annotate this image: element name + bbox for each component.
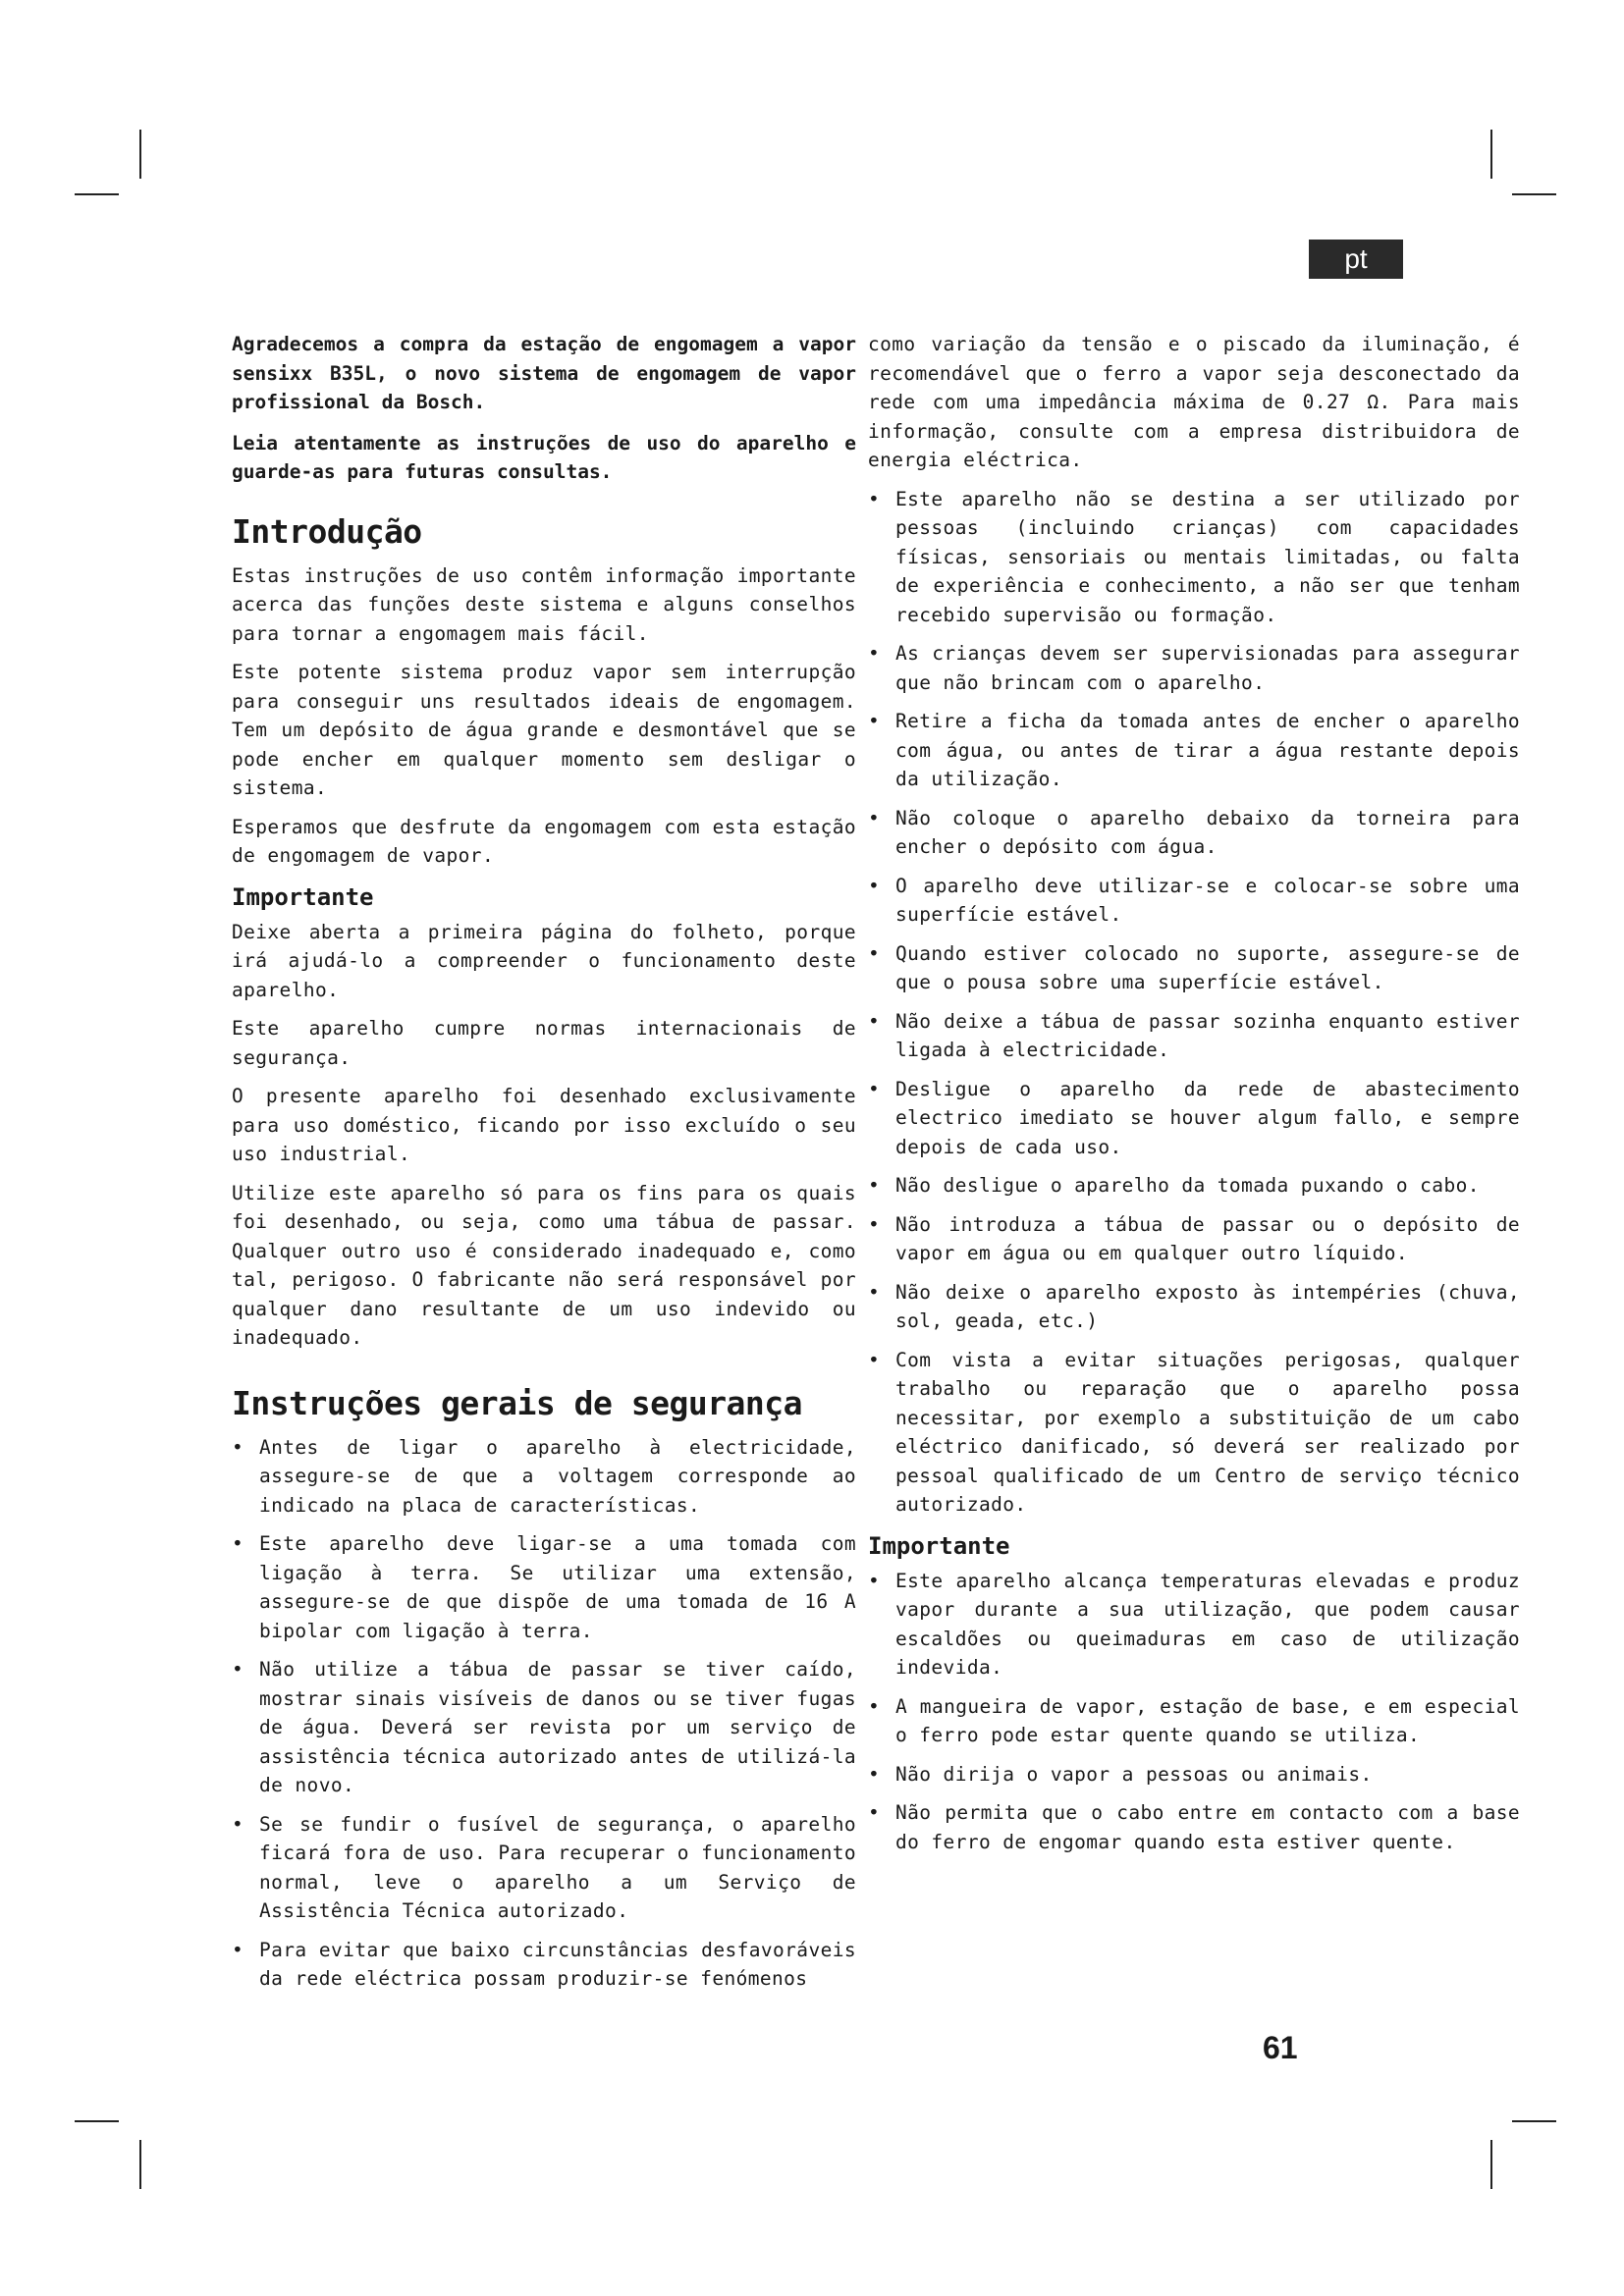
bullet-icon: •	[868, 941, 881, 965]
crop-mark	[1512, 193, 1556, 195]
heading-importante-2: Importante	[868, 1531, 1010, 1560]
list-item: • Não deixe a tábua de passar sozinha enquanto estiver ligada à electricidade.	[868, 1007, 1520, 1065]
list-item: • Este aparelho deve ligar-se a uma tomada com ligação à terra. Se utilizar uma extensão, assegure-se de que dispõe de uma tomada de 16 A bipolar com ligação à terra.	[232, 1529, 856, 1645]
heading-introducao: Introdução	[232, 511, 422, 551]
list-item: • Antes de ligar o aparelho à electricidade, assegure-se de que a voltagem corresponde ao indicado na placa de características.	[232, 1433, 856, 1521]
crop-mark	[1490, 2140, 1492, 2189]
list-item: • Não permita que o cabo entre em contacto com a base do ferro de engomar quando esta estiver quente.	[868, 1798, 1520, 1856]
list-item: • Não deixe o aparelho exposto às intempéries (chuva, sol, geada, etc.)	[868, 1278, 1520, 1336]
intro-thanks: Agradecemos a compra da estação de engomagem a vapor sensixx B35L, o novo sistema de engomagem de vapor profissional da Bosch.	[232, 333, 856, 413]
bullet-icon: •	[868, 1348, 881, 1371]
left-column	[232, 330, 856, 2003]
bullet-icon: •	[232, 1435, 244, 1459]
list-item: • Este aparelho não se destina a ser utilizado por pessoas (incluindo crianças) com capacidades físicas, sensoriais ou mentais limitadas, ou falta de experiência e conhecimento, a não ser que tenham recebido supervisão ou formação.	[868, 485, 1520, 630]
bullet-icon: •	[232, 1812, 244, 1836]
bullet-icon: •	[868, 1801, 881, 1824]
page-number: 61	[1263, 2030, 1298, 2065]
paragraph: Esperamos que desfrute da engomagem com esta estação de engomagem de vapor.	[232, 815, 856, 867]
bullet-icon: •	[868, 1212, 881, 1236]
list-item: • Com vista a evitar situações perigosas, qualquer trabalho ou reparação que o aparelho possa necessitar, por exemplo a substituição de um cabo eléctrico danificado, só deverá ser realizado por pessoal qualificado de um Centro de serviço técnico autorizado.	[868, 1346, 1520, 1520]
list-item: • Não dirija o vapor a pessoas ou animais.	[868, 1760, 1520, 1789]
bullet-icon: •	[868, 1077, 881, 1100]
list-item: • Não utilize a tábua de passar se tiver caído, mostrar sinais visíveis de danos ou se tiver fugas de água. Deverá ser revista por um serviço de assistência técnica autorizado antes de utilizá-la de novo.	[232, 1655, 856, 1800]
bullet-icon: •	[868, 1762, 881, 1786]
right-column	[868, 330, 1520, 1866]
paragraph: Utilize este aparelho só para os fins para os quais foi desenhado, ou seja, como uma tábua de passar. Qualquer outro uso é considerado inadequado e, como tal, perigoso. O fabricante não será responsável por qualquer dano resultante de um uso indevido ou inadequado.	[232, 1181, 856, 1349]
list-item: • Não introduza a tábua de passar ou o depósito de vapor em água ou em qualquer outro líquido.	[868, 1210, 1520, 1268]
crop-mark	[1490, 130, 1492, 179]
crop-mark	[75, 193, 119, 195]
list-item: • Retire a ficha da tomada antes de encher o aparelho com água, ou antes de tirar a água restante depois da utilização.	[868, 707, 1520, 794]
list-item: • Desligue o aparelho da rede de abastecimento electrico imediato se houver algum fallo, e sempre depois de cada uso.	[868, 1075, 1520, 1162]
paragraph: Este aparelho cumpre normas internacionais de segurança.	[232, 1017, 856, 1069]
crop-mark	[139, 130, 141, 179]
crop-mark	[1512, 2120, 1556, 2122]
language-tab: pt	[1309, 240, 1403, 279]
crop-mark	[75, 2120, 119, 2122]
safety-list-continued	[868, 485, 1520, 1520]
bullet-icon: •	[868, 1694, 881, 1718]
bullet-icon: •	[232, 1532, 244, 1555]
list-item: • Quando estiver colocado no suporte, assegure-se de que o pousa sobre uma superfície estável.	[868, 939, 1520, 997]
bullet-icon: •	[232, 1938, 244, 1961]
importante-list	[868, 1567, 1520, 1857]
paragraph-continuation: como variação da tensão e o piscado da iluminação, é recomendável que o ferro a vapor seja desconectado da rede com uma impedância máxima de 0.27 Ω. Para mais informação, consulte com a empresa distribuidora de energia eléctrica.	[868, 333, 1520, 471]
list-item: • Se se fundir o fusível de segurança, o aparelho ficará fora de uso. Para recuperar o funcionamento normal, leve o aparelho a um Serviço de Assistência Técnica autorizado.	[232, 1810, 856, 1926]
intro-read-instructions: Leia atentamente as instruções de uso do aparelho e guarde-as para futuras consultas.	[232, 431, 856, 483]
bullet-icon: •	[868, 1280, 881, 1304]
paragraph: Deixe aberta a primeira página do folheto, porque irá ajudá-lo a compreender o funcionamento deste aparelho.	[232, 920, 856, 1001]
bullet-icon: •	[232, 1658, 244, 1681]
bullet-icon: •	[868, 874, 881, 897]
crop-mark	[139, 2140, 141, 2189]
heading-seguranca: Instruções gerais de segurança	[232, 1383, 803, 1422]
safety-list	[232, 1433, 856, 1994]
bullet-icon: •	[868, 1009, 881, 1033]
list-item: • Não coloque o aparelho debaixo da torneira para encher o depósito com água.	[868, 804, 1520, 862]
bullet-icon: •	[868, 1174, 881, 1197]
paragraph: O presente aparelho foi desenhado exclusivamente para uso doméstico, ficando por isso excluído o seu uso industrial.	[232, 1085, 856, 1165]
paragraph: Este potente sistema produz vapor sem interrupção para conseguir uns resultados ideais de engomagem. Tem um depósito de água grande e desmontável que se pode encher em qualquer momento sem desligar o sistema.	[232, 661, 856, 799]
bullet-icon: •	[868, 642, 881, 665]
bullet-icon: •	[868, 487, 881, 510]
bullet-icon: •	[868, 1569, 881, 1592]
paragraph: Estas instruções de uso contêm informação importante acerca das funções deste sistema e alguns conselhos para tornar a engomagem mais fácil.	[232, 563, 856, 645]
list-item: • Para evitar que baixo circunstâncias desfavoráveis da rede eléctrica possam produzir-se fenómenos	[232, 1936, 856, 1994]
list-item: • A mangueira de vapor, estação de base, e em especial o ferro pode estar quente quando se utiliza.	[868, 1692, 1520, 1750]
heading-importante: Importante	[232, 882, 374, 911]
list-item: • Não desligue o aparelho da tomada puxando o cabo.	[868, 1171, 1520, 1201]
bullet-icon: •	[868, 710, 881, 732]
bullet-icon: •	[868, 806, 881, 829]
list-item: • O aparelho deve utilizar-se e colocar-se sobre uma superfície estável.	[868, 872, 1520, 930]
list-item: • As crianças devem ser supervisionadas para assegurar que não brincam com o aparelho.	[868, 639, 1520, 697]
list-item: • Este aparelho alcança temperaturas elevadas e produz vapor durante a sua utilização, que podem causar escaldões ou queimaduras em caso de utilização indevida.	[868, 1567, 1520, 1682]
